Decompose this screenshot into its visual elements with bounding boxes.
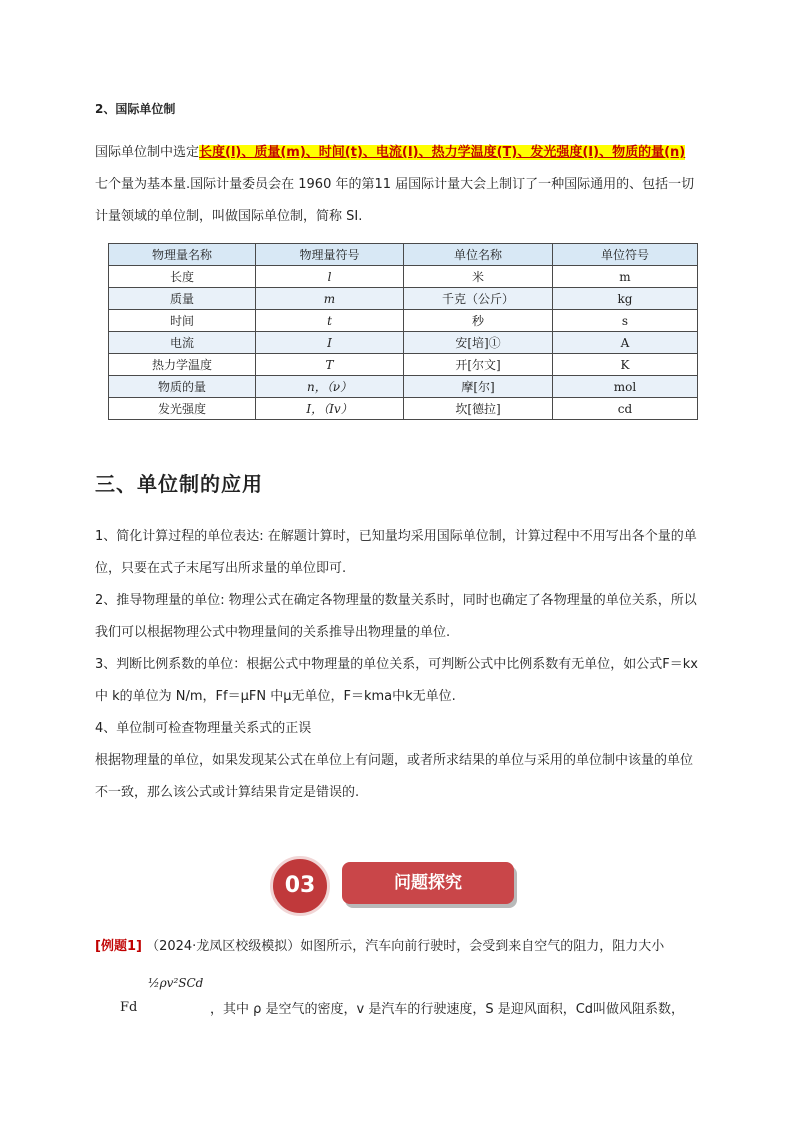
si-paragraph [95, 137, 705, 233]
table-cell: m [256, 288, 404, 310]
table-cell: 秒 [404, 310, 553, 332]
table-header: 物理量名称 [109, 244, 256, 266]
table-cell: n，（ν） [256, 376, 404, 398]
list-item: 4、单位制可检查物理量关系式的正误 [95, 721, 312, 736]
table-header: 单位名称 [404, 244, 553, 266]
table-header: 物理量符号 [256, 244, 404, 266]
table-cell: K [553, 354, 698, 376]
list-item: 1、简化计算过程的单位表达: 在解题计算时，已知量均采用国际单位制，计算过程中不用写出各个量的单位，只要在式子末尾写出所求量的单位即可. [95, 529, 697, 576]
table-cell: I，（Iv） [256, 398, 404, 420]
table-cell: I [256, 332, 404, 354]
section-banner [270, 856, 520, 916]
table-row [109, 332, 698, 354]
application-list [95, 521, 705, 809]
list-item: 3、判断比例系数的单位：根据公式中物理量的单位关系，可判断公式中比例系数有无单位，如公式F＝kx 中 k的单位为 N/m，Ff＝μFN 中μ无单位，F＝kma中k无单位. [95, 657, 698, 704]
table-cell: A [553, 332, 698, 354]
table-row [109, 288, 698, 310]
table-cell: 物质的量 [109, 376, 256, 398]
list-item: 根据物理量的单位，如果发现某公式在单位上有问题，或者所求结果的单位与采用的单位制中该量的单位不一致，那么该公式或计算结果肯定是错误的. [95, 753, 694, 800]
list-item: 2、推导物理量的单位: 物理公式在确定各物理量的数量关系时，同时也确定了各物理量的单位关系，所以我们可以根据物理公式中物理量间的关系推导出物理量的单位. [95, 593, 697, 640]
formula-rhs: ½ρv²SCd [148, 976, 204, 990]
table-cell: t [256, 310, 404, 332]
example-text: （2024·龙凤区校级模拟）如图所示，汽车向前行驶时，会受到来自空气的阻力，阻力大小 [146, 939, 665, 954]
table-cell: 发光强度 [109, 398, 256, 420]
table-cell: l [256, 266, 404, 288]
si-paragraph-line2: 七个量为基本量.国际计量委员会在 1960 年的第11 届国际计量大会上制订了一种国际通用的、包括一切 [95, 177, 695, 192]
table-cell: 电流 [109, 332, 256, 354]
section-heading-si: 2、国际单位制 [95, 102, 176, 116]
si-paragraph-line3: 计量领域的单位制，叫做国际单位制，简称 SI. [95, 209, 363, 224]
banner-title: 问题探究 [342, 862, 514, 904]
table-cell: 安[培]① [404, 332, 553, 354]
table-row [109, 398, 698, 420]
si-units-table [108, 243, 698, 420]
table-cell: 热力学温度 [109, 354, 256, 376]
table-header-row [109, 244, 698, 266]
example-question [95, 936, 705, 958]
table-cell: T [256, 354, 404, 376]
table-cell: mol [553, 376, 698, 398]
table-cell: 开[尔文] [404, 354, 553, 376]
formula-lhs: Fd [120, 1000, 138, 1015]
table-cell: 坎[德拉] [404, 398, 553, 420]
table-cell: m [553, 266, 698, 288]
table-cell: 长度 [109, 266, 256, 288]
table-header: 单位符号 [553, 244, 698, 266]
section-heading-application: 三、单位制的应用 [95, 472, 263, 496]
table-cell: s [553, 310, 698, 332]
table-row [109, 354, 698, 376]
table-row [109, 310, 698, 332]
si-paragraph-prefix: 国际单位制中选定 [95, 145, 200, 160]
table-cell: 千克（公斤） [404, 288, 553, 310]
table-cell: 质量 [109, 288, 256, 310]
table-row [109, 266, 698, 288]
formula-description: ，其中 ρ 是空气的密度，v 是汽车的行驶速度，S 是迎风面积，Cd叫做风阻系数， [210, 1002, 685, 1017]
base-quantities-highlight: 长度(l)、质量(m)、时间(t)、电流(I)、热力学温度(T)、发光强度(I)、物质的量(n) [199, 145, 686, 160]
table-row [109, 376, 698, 398]
banner-number-badge: 03 [270, 856, 330, 916]
drag-formula [120, 974, 720, 1024]
table-cell: kg [553, 288, 698, 310]
table-cell: 米 [404, 266, 553, 288]
table-cell: 时间 [109, 310, 256, 332]
table-cell: cd [553, 398, 698, 420]
table-cell: 摩[尔] [404, 376, 553, 398]
example-tag: [例题1] [95, 939, 142, 954]
